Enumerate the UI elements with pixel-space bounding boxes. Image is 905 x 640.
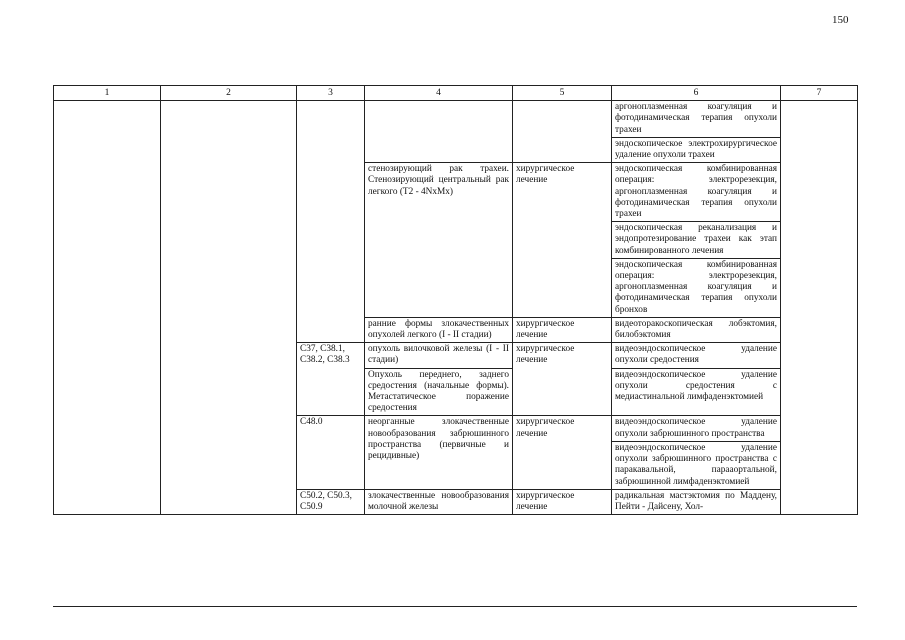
header-cell: 7: [781, 86, 858, 101]
method-cell: видеоэндоскопическое удаление опухоли средостения с медиастинальной лимфаденэктомией: [612, 368, 781, 416]
treatment-type-cell: хирургическое лечение: [513, 163, 612, 318]
disease-cell: злокачественные новообразования молочной железы: [365, 489, 513, 514]
header-cell: 1: [54, 86, 161, 101]
col7-cell: [781, 101, 858, 515]
method-cell: видеоэндоскопическое удаление опухоли забрюшинного пространства с паракавальной, парааортальной, забрюшинной лимфаденэктомией: [612, 441, 781, 489]
treatment-type-cell: хирургическое лечение: [513, 317, 612, 342]
header-cell: 3: [297, 86, 365, 101]
diagnosis-code-cell: С37, С38.1, С38.2, С38.3: [297, 343, 365, 416]
method-cell: видеоторакоскопическая лобэктомия, билобэктомия: [612, 317, 781, 342]
method-cell: видеоэндоскопическое удаление опухоли забрюшинного пространства: [612, 416, 781, 441]
header-cell: 4: [365, 86, 513, 101]
disease-cell: Опухоль переднего, заднего средостения (начальные формы). Метастатическое поражение средостения: [365, 368, 513, 416]
method-cell: аргоноплазменная коагуляция и фотодинамическая терапия опухоли трахеи: [612, 101, 781, 138]
diagnosis-code-cell: С48.0: [297, 416, 365, 489]
method-cell: эндоскопическая реканализация и эндопротезирование трахеи как этап комбинированного лечения: [612, 222, 781, 259]
method-cell: радикальная мастэктомия по Маддену, Пейти - Дайсену, Хол-: [612, 489, 781, 514]
diagnosis-code-cell: [297, 101, 365, 343]
header-cell: 6: [612, 86, 781, 101]
page-bottom-mask: [0, 606, 905, 640]
method-cell: эндоскопическое электрохирургическое удаление опухоли трахеи: [612, 137, 781, 162]
table-row: [54, 101, 858, 138]
header-row: [54, 86, 858, 101]
header-cell: 2: [161, 86, 297, 101]
disease-cell: [365, 101, 513, 163]
diagnosis-code-cell: С50.2, С50.3, С50.9: [297, 489, 365, 514]
page-number: 150: [832, 14, 849, 26]
header-cell: 5: [513, 86, 612, 101]
treatment-type-cell: [513, 101, 612, 163]
col1-cell: [54, 101, 161, 515]
procedures-table: [53, 85, 858, 515]
method-cell: видеоэндоскопическое удаление опухоли средостения: [612, 343, 781, 368]
col2-cell: [161, 101, 297, 515]
disease-cell: ранние формы злокачественных опухолей легкого (I - II стадии): [365, 317, 513, 342]
treatment-type-cell: хирургическое лечение: [513, 343, 612, 416]
method-cell: эндоскопическая комбинированная операция: электрорезекция, аргоноплазменная коагуляция и фотодинамическая терапия опухоли бронхов: [612, 258, 781, 317]
treatment-type-cell: хирургическое лечение: [513, 489, 612, 514]
disease-cell: неорганные злокачественные новообразования забрюшинного пространства (первичные и рецидивные): [365, 416, 513, 489]
disease-cell: стенозирующий рак трахеи. Стенозирующий центральный рак легкого (Т2 - 4NxMx): [365, 163, 513, 318]
table-bottom-border: [53, 606, 857, 607]
method-cell: эндоскопическая комбинированная операция: электрорезекция, аргоноплазменная коагуляция и фотодинамическая терапия опухоли трахеи: [612, 163, 781, 222]
disease-cell: опухоль вилочковой железы (I - II стадии): [365, 343, 513, 368]
treatment-type-cell: хирургическое лечение: [513, 416, 612, 489]
